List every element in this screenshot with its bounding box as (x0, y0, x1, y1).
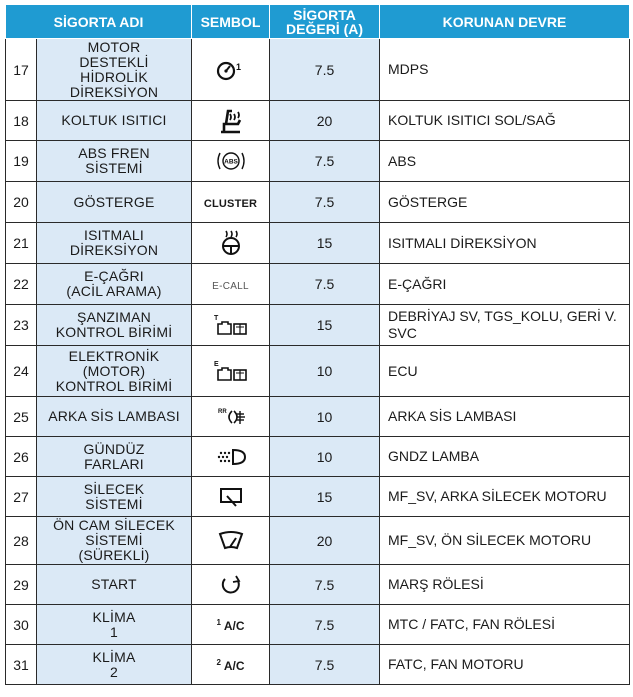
fuse-amperage: 15 (270, 223, 380, 264)
protected-circuit: FATC, FAN MOTORU (380, 645, 630, 685)
fuse-name (37, 223, 192, 264)
fuse-name-line: KONTROL BİRİMİ (55, 377, 173, 394)
fuse-name-line: KLİMA (92, 648, 136, 665)
fuse-symbol-cell (192, 605, 270, 645)
fuse-name-line: ŞANZIMAN (77, 309, 151, 325)
fuse-name-line: DİREKSİYON (69, 83, 159, 100)
fuse-number: 25 (6, 397, 37, 437)
protected-circuit: MARŞ RÖLESİ (380, 565, 630, 605)
fuse-name-line: E-ÇAĞRI (84, 268, 144, 284)
table-row (6, 223, 630, 264)
fuse-name-line: FARLARI (84, 455, 144, 472)
start-icon (192, 571, 269, 599)
svg-text:E: E (213, 361, 219, 368)
fuse-number: 27 (6, 477, 37, 517)
header-value (270, 5, 380, 39)
fuse-name-line: START (91, 576, 137, 592)
fuse-number: 31 (6, 645, 37, 685)
fuse-amperage: 20 (270, 101, 380, 141)
fuse-name-line: SİLECEK (83, 480, 145, 497)
protected-circuit: ECU (380, 346, 630, 397)
fuse-amperage: 7.5 (270, 565, 380, 605)
fuse-name-line: 1 (110, 623, 118, 640)
fuse-amperage: 7.5 (270, 645, 380, 685)
rear-wiper-icon (192, 484, 269, 510)
svg-text:T: T (213, 315, 218, 322)
fuse-table (5, 4, 630, 685)
fuse-name-line: SİSTEMİ (85, 160, 143, 176)
fuse-name (37, 605, 192, 645)
seat-heater-icon (192, 106, 269, 136)
fuse-number: 26 (6, 437, 37, 477)
header-circuit: KORUNAN DEVRE (380, 5, 630, 39)
fuse-amperage: 10 (270, 437, 380, 477)
fuse-amperage: 7.5 (270, 264, 380, 305)
table-row (6, 346, 630, 397)
table-row (6, 645, 630, 685)
fuse-name (37, 141, 192, 182)
fuse-name (37, 437, 192, 477)
table-row (6, 182, 630, 223)
table-row (6, 605, 630, 645)
fuse-name (37, 182, 192, 223)
front-wiper-icon (192, 528, 269, 554)
fuse-name (37, 101, 192, 141)
fuse-name (37, 39, 192, 101)
fuse-symbol-cell (192, 141, 270, 182)
fuse-name-line: KOLTUK ISITICI (61, 112, 167, 128)
fuse-name-line: ARKA SİS LAMBASI (48, 408, 180, 424)
fuse-name-line: ISITMALI (84, 227, 144, 243)
fuse-name-line: (MOTOR) (82, 362, 146, 379)
table-row (6, 477, 630, 517)
fuse-number: 30 (6, 605, 37, 645)
protected-circuit: MF_SV, ÖN SİLECEK MOTORU (380, 517, 630, 565)
protected-circuit: ARKA SİS LAMBASI (380, 397, 630, 437)
protected-circuit: MTC / FATC, FAN RÖLESİ (380, 605, 630, 645)
fuse-name-line: (ACİL ARAMA) (66, 283, 162, 299)
table-row (6, 397, 630, 437)
fuse-name (37, 346, 192, 397)
cluster-label: CLUSTER (203, 198, 258, 210)
fuse-name-line: KLİMA (92, 608, 136, 625)
fuse-name-line: ABS FREN (78, 145, 150, 161)
fuse-number: 20 (6, 182, 37, 223)
fuse-number: 22 (6, 264, 37, 305)
protected-circuit: DEBRİYAJ SV, TGS_KOLU, GERİ V. SVC (380, 305, 630, 346)
fuse-symbol-cell (192, 101, 270, 141)
svg-text:ABS: ABS (223, 158, 238, 166)
fuse-name (37, 565, 192, 605)
fuse-number: 29 (6, 565, 37, 605)
fuse-name-line: GÜNDÜZ (83, 440, 145, 457)
fuse-symbol-cell (192, 565, 270, 605)
fuse-name-line: HİDROLİK (80, 68, 148, 85)
protected-circuit: GNDZ LAMBA (380, 437, 630, 477)
ac-index: 1 (216, 617, 221, 627)
fuse-number: 24 (6, 346, 37, 397)
fuse-name-line: KONTROL BİRİMİ (55, 324, 173, 340)
heated-steering-icon (192, 228, 269, 258)
fuse-name-line: DİREKSİYON (69, 242, 159, 258)
fuse-name-line: SİSTEMİ (85, 532, 143, 548)
engine-control-icon (192, 358, 269, 384)
ecall-label: E-CALL (212, 281, 249, 292)
fuse-name-line: 2 (110, 663, 118, 680)
protected-circuit: ABS (380, 141, 630, 182)
protected-circuit: MF_SV, ARKA SİLECEK MOTORU (380, 477, 630, 517)
abs-icon (192, 147, 269, 175)
fuse-symbol-cell (192, 264, 270, 305)
fuse-symbol-cell (192, 397, 270, 437)
protected-circuit: E-ÇAĞRI (380, 264, 630, 305)
fuse-amperage: 7.5 (270, 605, 380, 645)
header-name: SİGORTA ADI (6, 5, 192, 39)
fuse-symbol-cell (192, 645, 270, 685)
daytime-running-light-icon (192, 444, 269, 470)
fuse-number: 23 (6, 305, 37, 346)
fuse-name-line: GÖSTERGE (73, 193, 155, 210)
fuse-symbol-cell (192, 223, 270, 264)
fuse-amperage: 10 (270, 346, 380, 397)
fuse-name-line: SİSTEMİ (85, 495, 143, 512)
fuse-symbol-cell (192, 305, 270, 346)
fuse-symbol-cell (192, 477, 270, 517)
table-row (6, 141, 630, 182)
table-row (6, 437, 630, 477)
table-row (6, 39, 630, 101)
fuse-number: 17 (6, 39, 37, 101)
transmission-control-icon (192, 312, 269, 338)
header-symbol: SEMBOL (192, 5, 270, 39)
fuse-name (37, 397, 192, 437)
table-row (6, 101, 630, 141)
fuse-number: 18 (6, 101, 37, 141)
fuse-number: 19 (6, 141, 37, 182)
svg-text:RR: RR (217, 408, 227, 415)
fuse-symbol-cell (192, 39, 270, 101)
fuse-amperage: 15 (270, 305, 380, 346)
header-row (6, 5, 630, 39)
fuse-number: 21 (6, 223, 37, 264)
table-row (6, 565, 630, 605)
fuse-name (37, 645, 192, 685)
svg-text:1: 1 (235, 61, 241, 72)
table-row (6, 264, 630, 305)
fuse-name-line: (SÜREKLİ) (78, 547, 150, 563)
ac-label: A/C (223, 618, 245, 633)
table-row (6, 517, 630, 565)
fuse-name-line: ELEKTRONİK (68, 347, 160, 364)
fuse-amperage: 20 (270, 517, 380, 565)
fuse-name-line: MOTOR (87, 38, 141, 55)
table-row (6, 305, 630, 346)
fuse-name (37, 305, 192, 346)
fuse-symbol-cell (192, 182, 270, 223)
fuse-amperage: 10 (270, 397, 380, 437)
protected-circuit: GÖSTERGE (380, 182, 630, 223)
fuse-name-line: DESTEKLİ (79, 53, 149, 70)
header-value-line2: DEĞERİ (A) (286, 20, 364, 37)
fuse-symbol-cell (192, 346, 270, 397)
ac-1-icon (217, 619, 245, 633)
ac-index: 2 (216, 657, 221, 667)
fuse-symbol-cell (192, 517, 270, 565)
fuse-name (37, 264, 192, 305)
power-steering-icon (192, 58, 269, 82)
fuse-name-line: ÖN CAM SİLECEK (53, 517, 175, 533)
ac-label: A/C (223, 658, 245, 673)
fuse-amperage: 15 (270, 477, 380, 517)
fuse-name (37, 517, 192, 565)
protected-circuit: KOLTUK ISITICI SOL/SAĞ (380, 101, 630, 141)
fuse-amperage: 7.5 (270, 141, 380, 182)
fuse-amperage: 7.5 (270, 39, 380, 101)
protected-circuit: MDPS (380, 39, 630, 101)
fuse-symbol-cell (192, 437, 270, 477)
ac-2-icon (217, 659, 245, 673)
header-value-line1: SİGORTA (293, 6, 356, 23)
protected-circuit: ISITMALI DİREKSİYON (380, 223, 630, 264)
fuse-number: 28 (6, 517, 37, 565)
fuse-amperage: 7.5 (270, 182, 380, 223)
fuse-name (37, 477, 192, 517)
rear-fog-lamp-icon (192, 404, 269, 430)
